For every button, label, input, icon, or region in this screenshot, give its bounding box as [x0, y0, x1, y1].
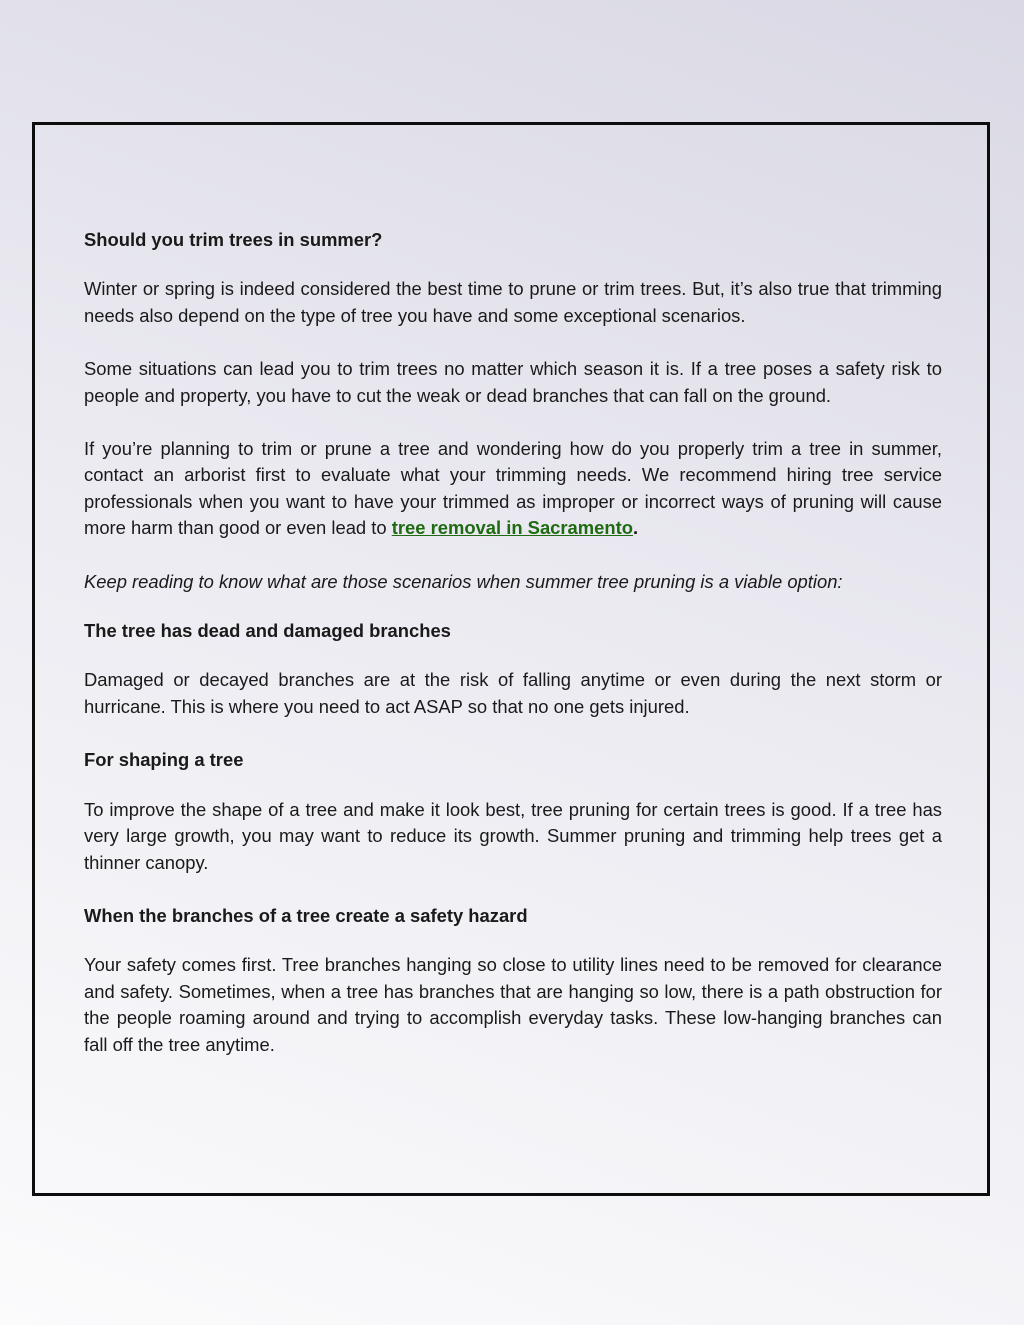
tree-removal-link[interactable]: tree removal in Sacramento: [391, 517, 633, 539]
heading-trim-in-summer: Should you trim trees in summer?: [84, 229, 383, 250]
heading-safety-hazard: When the branches of a tree create a safety hazard: [84, 904, 528, 926]
paragraph-shaping: To improve the shape of a tree and make it look best, tree pruning for certain trees is good. If a tree has very large growth, you may want to reduce its growth. Summer pruning and trimming help trees get a thinner canopy.: [84, 798, 942, 873]
paragraph-arborist-text: If you’re planning to trim or prune a tree and wondering how do you properly trim a tree in summer, contact an arborist first to evaluate what your trimming needs. We recommend hiring tree service professionals when you want to have your trimmed as improper or incorrect ways of pruning will cause more harm than good or even lead to: [84, 438, 942, 539]
heading-dead-branches: The tree has dead and damaged branches: [84, 620, 451, 642]
paragraph-situations: Some situations can lead you to trim trees no matter which season it is. If a tree poses a safety risk to people and property, you have to cut the weak or dead branches that can fall on the ground.: [84, 358, 942, 406]
paragraph-damaged-branches: Damaged or decayed branches are at the risk of falling anytime or even during the next storm or hurricane. This is where you need to act ASAP so that no one gets injured.: [84, 669, 942, 717]
paragraph-best-time: Winter or spring is indeed considered the best time to prune or trim trees. But, it’s also true that trimming needs also depend on the type of tree you have and some exceptional scenarios.: [84, 278, 942, 326]
paragraph-safety: Your safety comes first. Tree branches hanging so close to utility lines need to be removed for clearance and safety. Sometimes, when a tree has branches that are hanging so low, there is a path obstruction for the people roaming around and trying to accomplish everyday tasks. These low-hanging branches can fall off the tree anytime.: [84, 954, 942, 1055]
article-body: [84, 227, 942, 1058]
paragraph-arborist-end: .: [632, 517, 639, 539]
paragraph-arborist: [84, 436, 942, 542]
heading-shaping: For shaping a tree: [84, 749, 244, 771]
italic-intro: Keep reading to know what are those scenarios when summer tree pruning is a viable option:: [84, 570, 843, 592]
